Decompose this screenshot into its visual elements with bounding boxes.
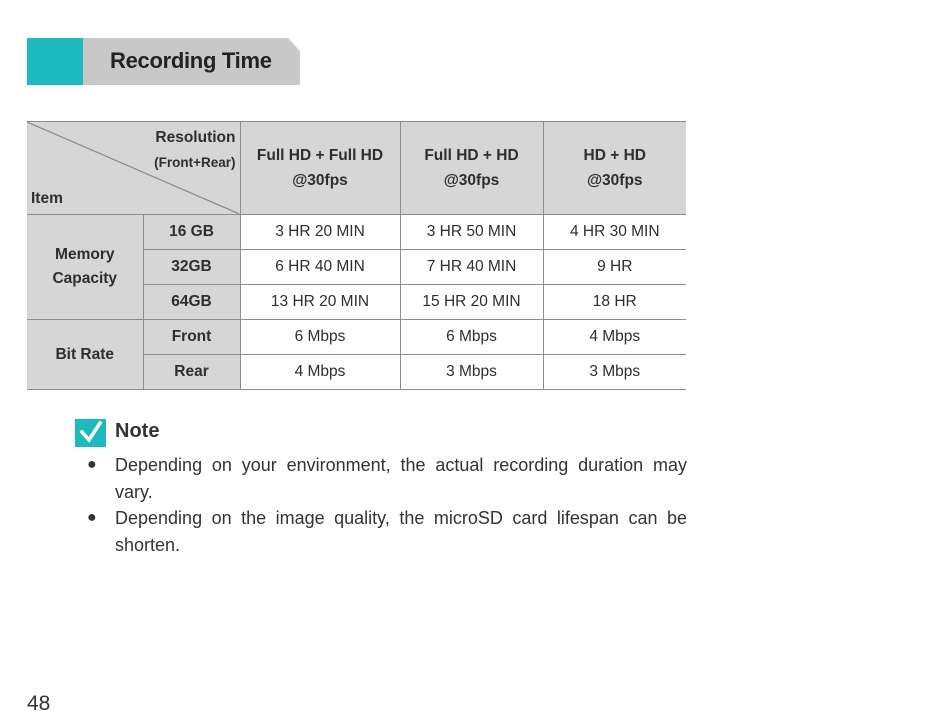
list-item: ● Depending on the image quality, the microSD card lifespan can be shorten. <box>75 505 687 558</box>
table-cell: 4 Mbps <box>240 355 400 390</box>
note-list <box>75 452 687 558</box>
table-cell: 9 HR <box>543 250 686 285</box>
column-header: Full HD + HD @30fps <box>400 122 543 215</box>
bullet-icon: ● <box>87 456 97 473</box>
table-row <box>27 320 686 355</box>
column-header: HD + HD @30fps <box>543 122 686 215</box>
header-accent-block <box>27 38 83 85</box>
section-header <box>27 38 300 85</box>
table-cell: 7 HR 40 MIN <box>400 250 543 285</box>
bullet-icon: ● <box>87 509 97 526</box>
table-cell: 3 HR 20 MIN <box>240 215 400 250</box>
table-cell: 4 HR 30 MIN <box>543 215 686 250</box>
table-corner-cell <box>27 122 240 215</box>
table-cell: 4 Mbps <box>543 320 686 355</box>
row-label: 64GB <box>143 285 240 320</box>
table-cell: 15 HR 20 MIN <box>400 285 543 320</box>
table-cell: 6 HR 40 MIN <box>240 250 400 285</box>
section-title: Recording Time <box>110 48 272 73</box>
table-cell: 18 HR <box>543 285 686 320</box>
note-title: Note <box>115 420 160 442</box>
column-header: Full HD + Full HD @30fps <box>240 122 400 215</box>
corner-item-label: Item <box>31 190 63 207</box>
table-cell: 3 Mbps <box>543 355 686 390</box>
table-cell: 6 Mbps <box>240 320 400 355</box>
table-row <box>27 215 686 250</box>
row-label: Front <box>143 320 240 355</box>
table-cell: 13 HR 20 MIN <box>240 285 400 320</box>
group-label-bit-rate: Bit Rate <box>27 320 143 390</box>
table-cell: 3 HR 50 MIN <box>400 215 543 250</box>
row-label: Rear <box>143 355 240 390</box>
table-cell: 3 Mbps <box>400 355 543 390</box>
recording-time-table <box>27 121 686 390</box>
row-label: 32GB <box>143 250 240 285</box>
list-item: ● Depending on your environment, the actual recording duration may vary. <box>75 452 687 505</box>
row-label: 16 GB <box>143 215 240 250</box>
page-number: 48 <box>27 692 51 715</box>
table-cell: 6 Mbps <box>400 320 543 355</box>
checkmark-icon <box>75 419 106 447</box>
corner-resolution-label: Resolution (Front+Rear) <box>154 129 236 170</box>
group-label-memory-capacity: Memory Capacity <box>27 215 143 320</box>
